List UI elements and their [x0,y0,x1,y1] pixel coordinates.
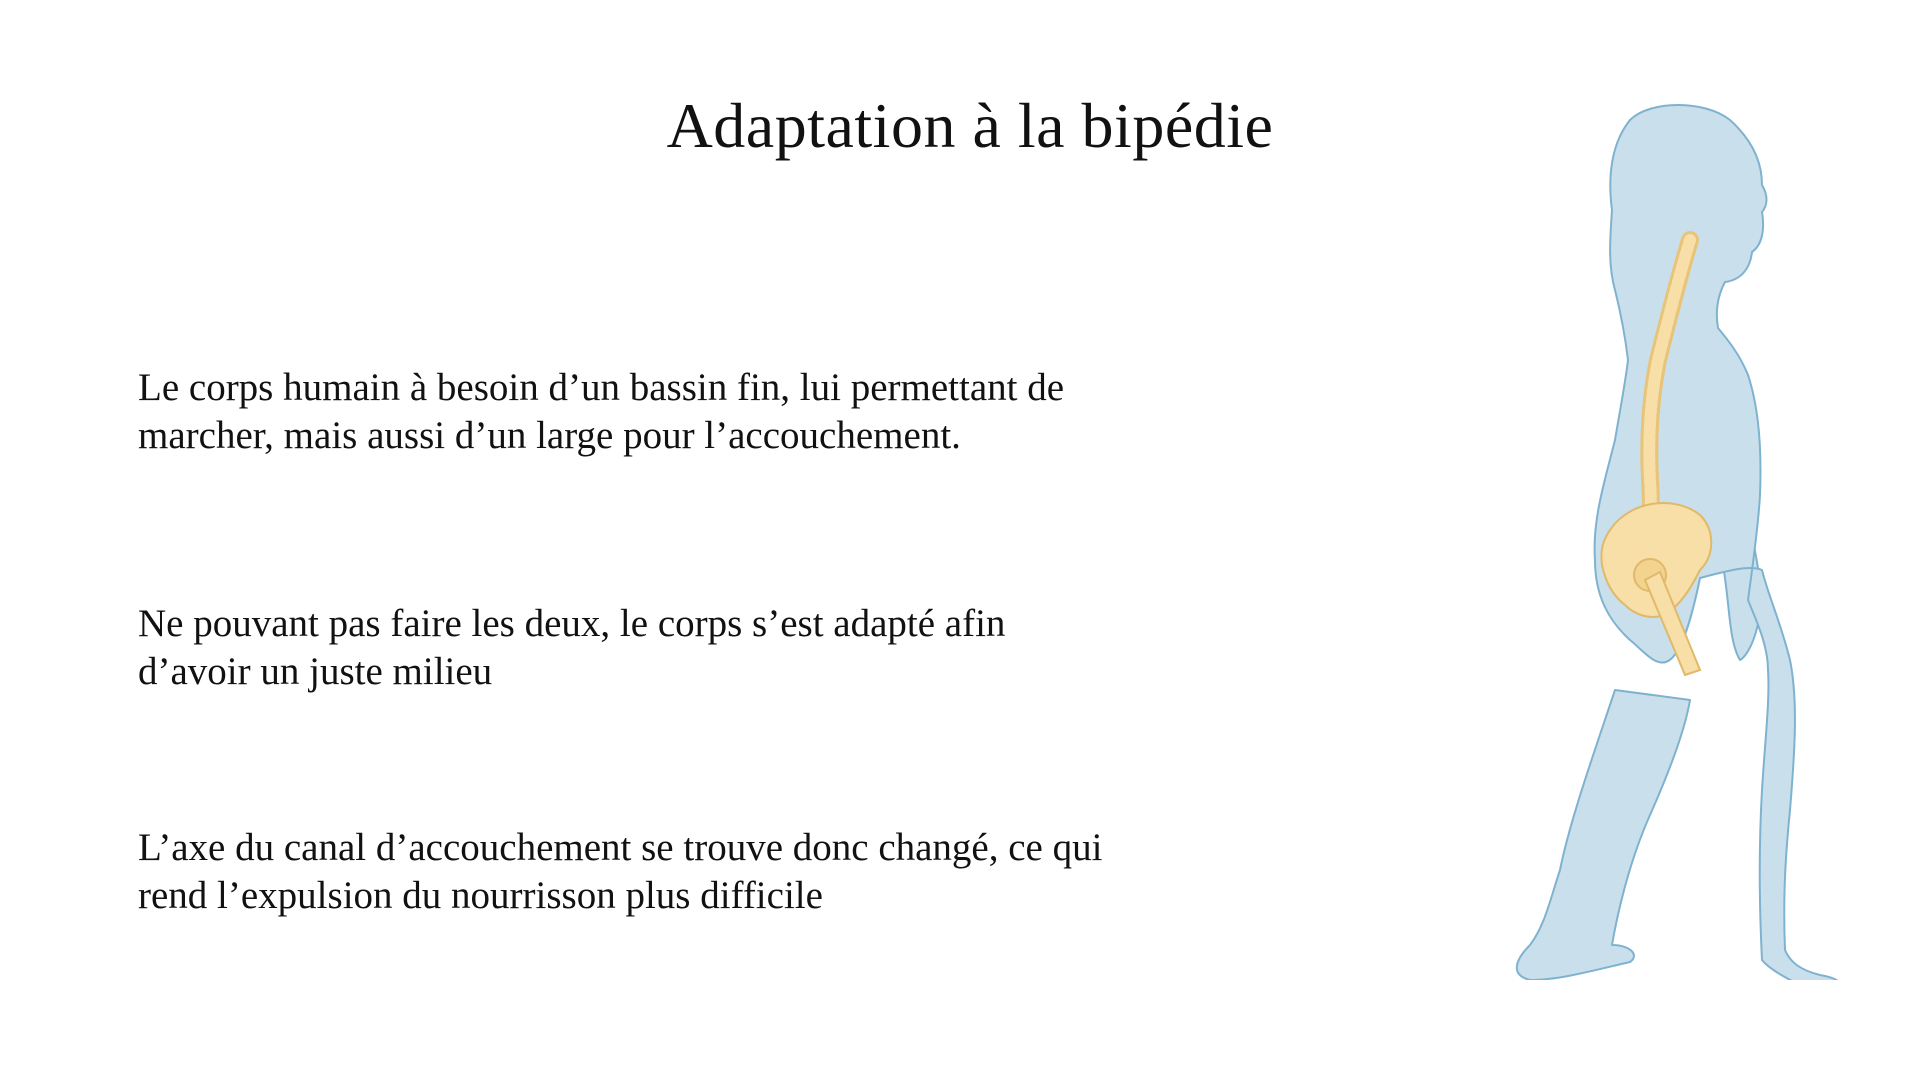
paragraph-line: L’axe du canal d’accouchement se trouve donc changé, ce qui [138,826,1103,869]
walking-child-skeleton-illustration [1500,100,1860,980]
paragraph-compromise [138,600,1288,696]
paragraph-line: rend l’expulsion du nourrisson plus difficile [138,874,823,917]
paragraph-line: Ne pouvant pas faire les deux, le corps s’est adapté afin [138,602,1006,645]
paragraph-line: marcher, mais aussi d’un large pour l’accouchement. [138,414,961,457]
paragraph-line: Le corps humain à besoin d’un bassin fin, lui permettant de [138,366,1065,409]
paragraph-pelvis-need [138,364,1288,460]
slide-title: Adaptation à la bipédie [666,90,1274,161]
paragraph-line: d’avoir un juste milieu [138,650,493,693]
paragraph-birth-canal [138,824,1288,920]
walking-child-svg [1500,100,1860,980]
